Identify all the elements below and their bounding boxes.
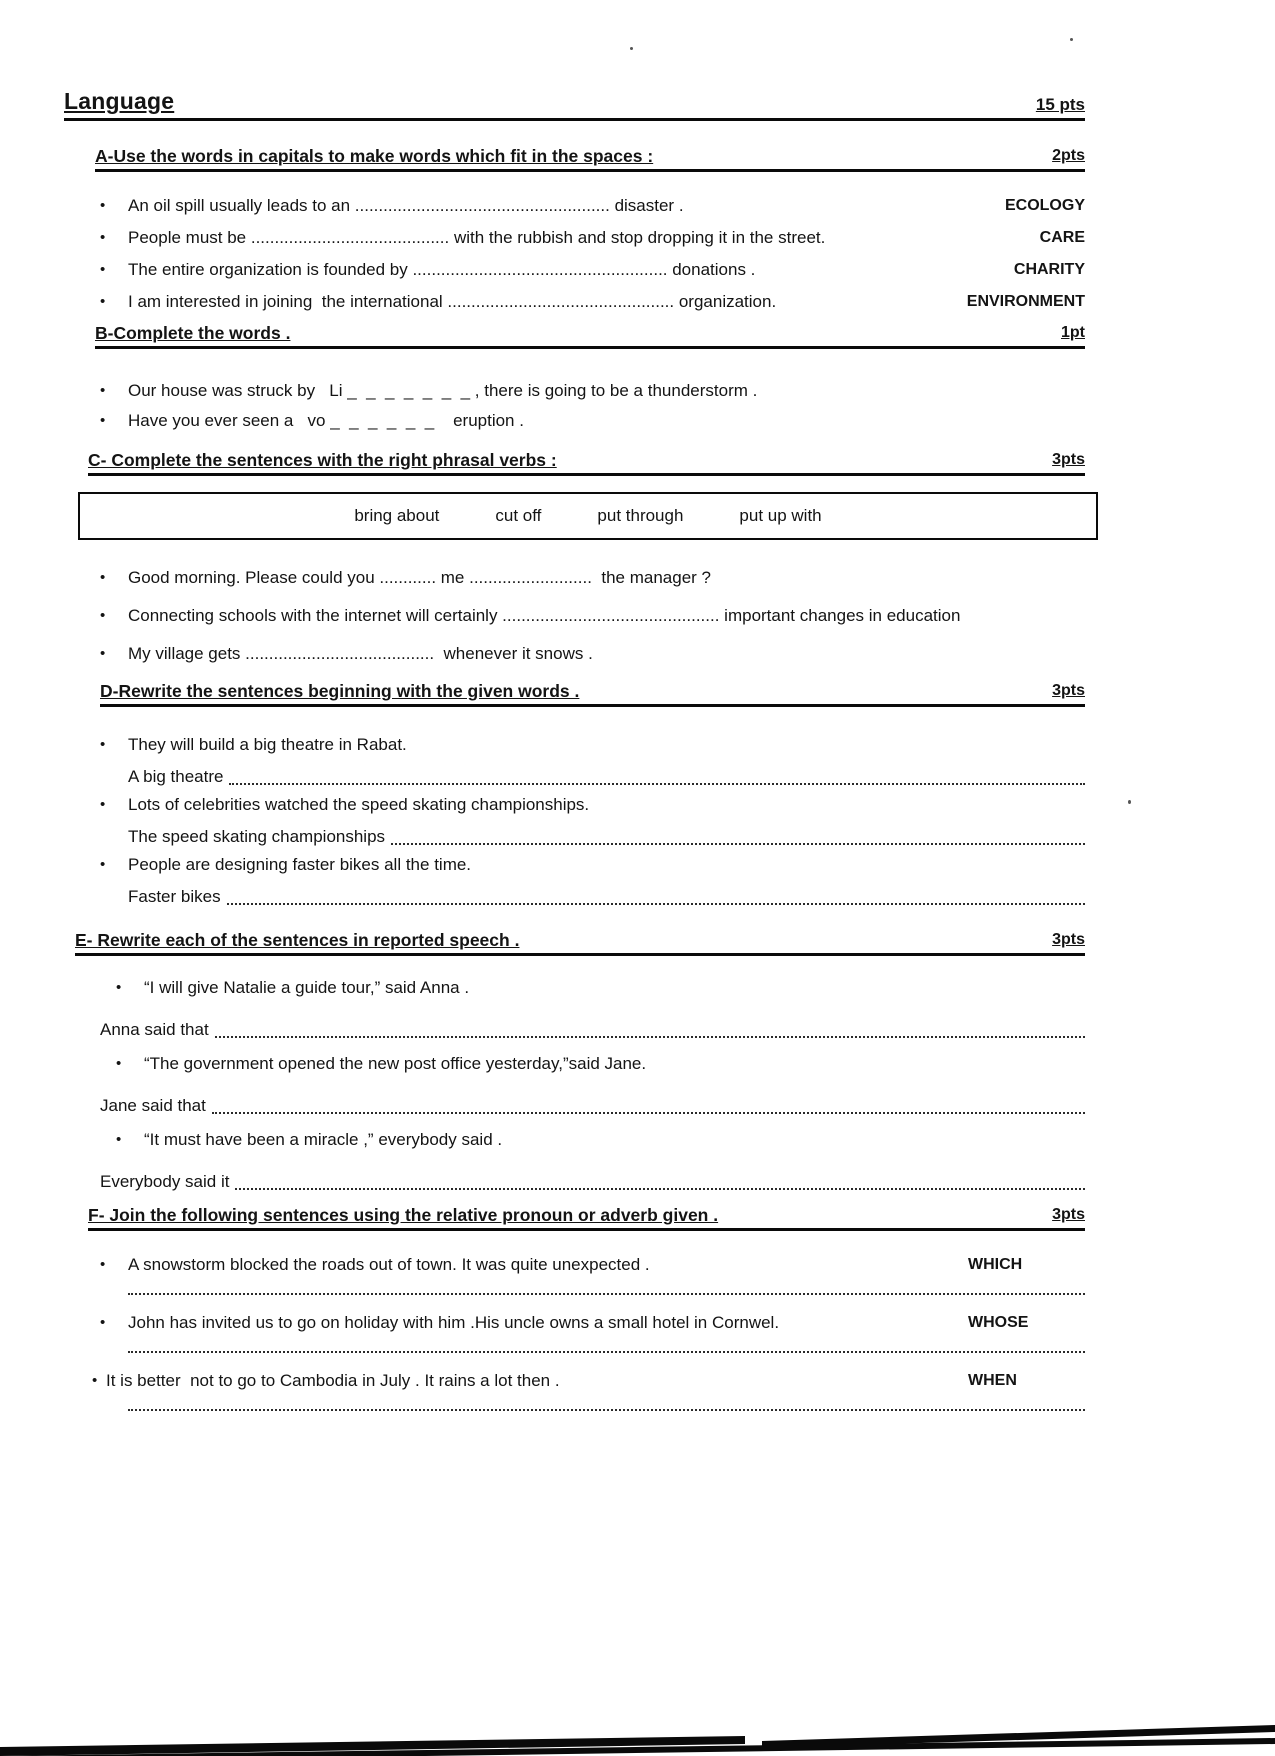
fill-in-item [64, 226, 1085, 250]
section-f-title: F- Join the following sentences using the relative pronoun or adverb given . [88, 1205, 719, 1225]
bullet-icon: • [100, 412, 106, 429]
capital-word: CARE [1039, 229, 1085, 246]
answer-line [235, 1188, 1085, 1190]
section-b-heading [95, 322, 1085, 349]
fill-in-item [64, 290, 1085, 314]
answer-starter: A big theatre [128, 767, 224, 786]
rewrite-item [64, 853, 1085, 909]
sentence: Our house was struck by Li _ _ _ _ _ _ _ , there is going to be a thunderstorm . [128, 381, 758, 400]
bullet-icon: • [116, 979, 122, 996]
answer-line [229, 783, 1085, 785]
section-c-body [64, 566, 1085, 666]
sentence: People must be .......................................... with the rubbish and stop dropping it in the street. [128, 228, 826, 247]
section-d-heading [100, 680, 1085, 707]
bullet-icon: • [92, 1372, 98, 1389]
section-e-body [64, 976, 1085, 1194]
sentence: People are designing faster bikes all the time. [128, 855, 472, 874]
section-c-title: C- Complete the sentences with the right phrasal verbs : [88, 450, 557, 470]
section-b-body [64, 379, 1085, 433]
sentence: “It must have been a miracle ,” everybody said . [144, 1130, 503, 1149]
section-f-heading [88, 1204, 1085, 1231]
answer-line [215, 1036, 1085, 1038]
join-item [64, 1311, 1085, 1353]
answer-starter: Jane said that [100, 1096, 206, 1115]
capital-word: ENVIRONMENT [966, 293, 1085, 310]
section-a-body [64, 194, 1085, 314]
section-a-points: 2pts [1052, 147, 1085, 164]
rewrite-item [64, 733, 1085, 789]
reported-speech-item [64, 1128, 1085, 1194]
section-d-body [64, 733, 1085, 909]
section-a-title: A-Use the words in capitals to make words which fit in the spaces : [95, 146, 654, 166]
bank-word: bring about [354, 506, 440, 525]
bullet-icon: • [100, 261, 106, 278]
phrasal-item [64, 642, 1085, 666]
section-c-points: 3pts [1052, 451, 1085, 468]
answer-line [227, 903, 1085, 905]
sentence: They will build a big theatre in Rabat. [128, 735, 407, 754]
answer-line [128, 1291, 1085, 1295]
answer-starter: The speed skating championships [128, 827, 386, 846]
bullet-icon: • [100, 796, 106, 813]
answer-starter: Anna said that [100, 1020, 209, 1039]
bullet-icon: • [100, 229, 106, 246]
sentence: An oil spill usually leads to an ...................................................... disaster . [128, 196, 684, 215]
fill-in-item [64, 258, 1085, 282]
answer-line [128, 1349, 1085, 1353]
phrasal-verb-bank [78, 492, 1098, 540]
answer-line [391, 843, 1085, 845]
phrasal-item [64, 566, 1085, 590]
section-d-points: 3pts [1052, 682, 1085, 699]
phrasal-item [64, 604, 1085, 628]
section-e-points: 3pts [1052, 931, 1085, 948]
rewrite-item [64, 793, 1085, 849]
join-item [64, 1253, 1085, 1295]
sentence: It is better not to go to Cambodia in July . It rains a lot then . [106, 1371, 560, 1390]
section-d-title: D-Rewrite the sentences beginning with the given words . [100, 681, 580, 701]
relative-word: WHICH [968, 1256, 1023, 1273]
relative-word: WHEN [968, 1372, 1017, 1389]
bullet-icon: • [100, 856, 106, 873]
section-e-title: E- Rewrite each of the sentences in reported speech . [75, 930, 520, 950]
answer-starter: Everybody said it [100, 1172, 230, 1191]
complete-word-item [64, 409, 1085, 433]
bank-word: cut off [495, 506, 542, 525]
answer-line [212, 1112, 1085, 1114]
reported-speech-item [64, 976, 1085, 1042]
sentence: Good morning. Please could you ............ me .......................... the manager ? [128, 568, 711, 587]
bullet-icon: • [100, 736, 106, 753]
bullet-icon: • [100, 197, 106, 214]
bullet-icon: • [100, 569, 106, 586]
total-points: 15 pts [1035, 95, 1085, 114]
page-title-row [64, 88, 1085, 121]
scan-speck [1128, 800, 1131, 804]
bullet-icon: • [100, 1256, 106, 1273]
reported-speech-item [64, 1052, 1085, 1118]
section-b-title: B-Complete the words . [95, 323, 291, 343]
answer-starter: Faster bikes [128, 887, 221, 906]
sentence: My village gets ........................................ whenever it snows . [128, 644, 593, 663]
bullet-icon: • [100, 293, 106, 310]
answer-line [128, 1407, 1085, 1411]
bullet-icon: • [100, 382, 106, 399]
join-item [64, 1369, 1085, 1411]
scan-speck [1070, 38, 1073, 41]
fill-in-item [64, 194, 1085, 218]
sentence: A snowstorm blocked the roads out of town. It was quite unexpected . [128, 1255, 650, 1274]
sentence: “The government opened the new post office yesterday,”said Jane. [144, 1054, 647, 1073]
section-b-points: 1pt [1061, 324, 1085, 341]
relative-word: WHOSE [968, 1314, 1029, 1331]
bank-word: put through [597, 506, 684, 525]
section-a-heading [95, 145, 1085, 172]
scan-speck [630, 47, 633, 50]
sentence: Lots of celebrities watched the speed skating championships. [128, 795, 590, 814]
bullet-icon: • [100, 645, 106, 662]
section-e-heading [75, 929, 1085, 956]
bullet-icon: • [100, 1314, 106, 1331]
capital-word: CHARITY [1013, 261, 1085, 278]
bank-word: put up with [739, 506, 822, 525]
capital-word: ECOLOGY [1004, 197, 1085, 214]
bullet-icon: • [116, 1131, 122, 1148]
section-c-heading [88, 449, 1085, 476]
sentence: I am interested in joining the international ................................................ organization. [128, 292, 777, 311]
section-f-body [64, 1253, 1085, 1411]
complete-word-item [64, 379, 1085, 403]
sentence: John has invited us to go on holiday with him .His uncle owns a small hotel in Cornwel. [128, 1313, 780, 1332]
section-f-points: 3pts [1052, 1206, 1085, 1223]
sentence: The entire organization is founded by ...................................................... donations . [128, 260, 756, 279]
sentence: Connecting schools with the internet will certainly .............................................. important changes in education [128, 606, 961, 625]
bullet-icon: • [116, 1055, 122, 1072]
sentence: Have you ever seen a vo _ _ _ _ _ _ eruption . [128, 411, 524, 430]
scan-edge-bar [0, 1716, 1275, 1756]
sentence: “I will give Natalie a guide tour,” said Anna . [144, 978, 470, 997]
bullet-icon: • [100, 607, 106, 624]
page-title: Language [64, 88, 175, 114]
